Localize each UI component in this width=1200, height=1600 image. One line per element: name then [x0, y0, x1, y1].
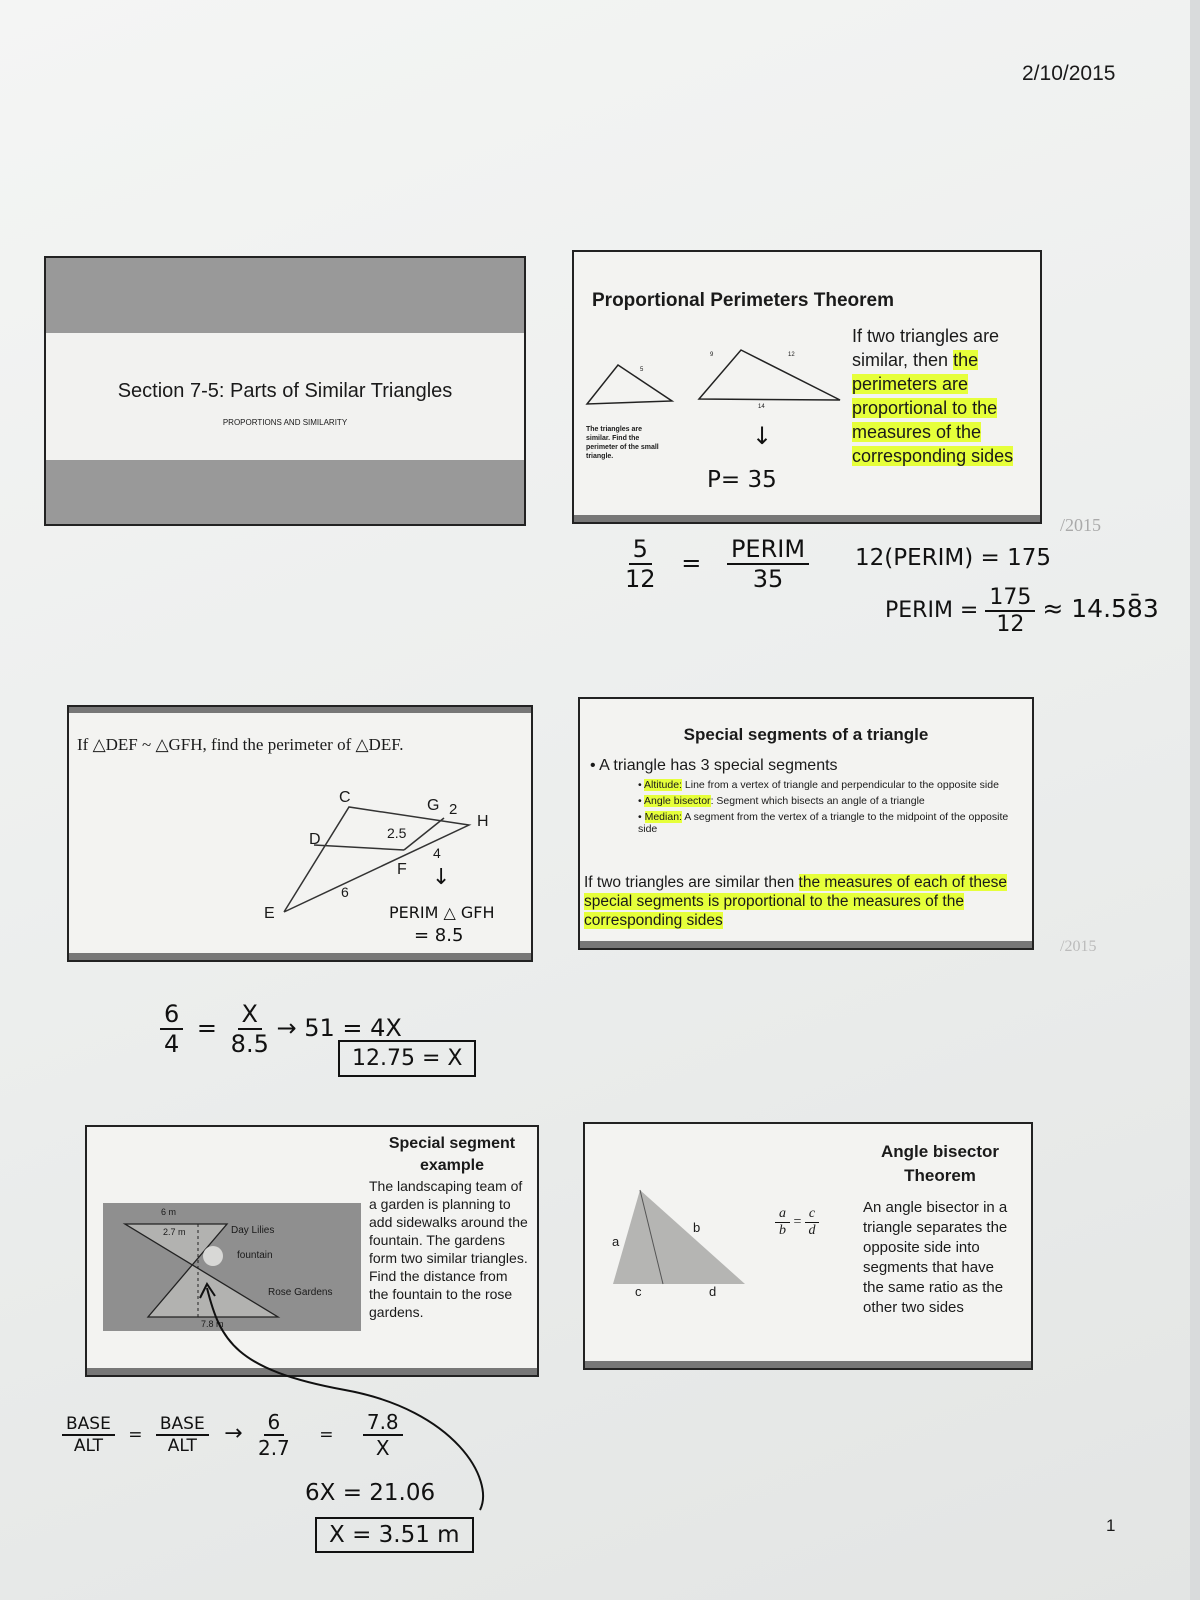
- handwritten-perimeter: P= 35: [707, 467, 777, 493]
- den: b: [779, 1223, 786, 1238]
- num: BASE: [62, 1414, 115, 1436]
- den: X: [375, 1436, 390, 1460]
- num: PERIM: [727, 535, 809, 565]
- label-b: b: [693, 1220, 701, 1235]
- def-angle-bisector: : Segment which bisects an angle of a triangle: [710, 795, 925, 807]
- den: ALT: [73, 1436, 103, 1456]
- num: c: [805, 1206, 819, 1223]
- slide-heading: Angle bisector Theorem: [880, 1142, 1000, 1185]
- den: ALT: [167, 1436, 197, 1456]
- label-day-lilies: Day Lilies: [231, 1225, 275, 1236]
- label-4: 4: [433, 845, 441, 861]
- slide-angle-bisector: [583, 1122, 1033, 1370]
- term-median: Median:: [644, 811, 682, 823]
- den: 4: [164, 1030, 180, 1058]
- slide-title-heading: Section 7-5: Parts of Similar Triangles: [117, 380, 453, 402]
- label-e: E: [264, 905, 275, 922]
- num: BASE: [156, 1414, 209, 1436]
- label-rose-gardens: Rose Gardens: [268, 1287, 333, 1298]
- label-2-7m: 2.7 m: [163, 1227, 186, 1237]
- label-14: 14: [758, 404, 765, 410]
- slide-perimeters-theorem: [572, 250, 1042, 524]
- handwritten-arrow: ↓: [752, 422, 773, 450]
- slide-title-subtitle: PROPORTIONS AND SIMILARITY: [222, 418, 348, 427]
- slide-title: [44, 256, 526, 526]
- equals: =: [681, 549, 702, 577]
- def-altitude: Line from a vertex of triangle and perpendicular to the opposite side: [684, 779, 999, 791]
- label-2-5: 2.5: [387, 825, 407, 841]
- label-9: 9: [710, 352, 714, 358]
- theorem-text: If two triangles are similar, then: [852, 326, 1000, 370]
- term-angle-bisector: Angle bisector: [644, 795, 711, 807]
- handwritten-garden-work: [62, 1410, 403, 1460]
- bullet-main: A triangle has 3 special segments: [599, 757, 838, 774]
- slide-heading: Special segment example: [388, 1135, 516, 1174]
- label-5: 5: [640, 367, 644, 373]
- label-g: G: [427, 797, 440, 814]
- label-7-8m: 7.8 m: [201, 1319, 224, 1329]
- equals: =: [196, 1014, 218, 1042]
- den: 12: [996, 612, 1025, 637]
- label-c: C: [339, 789, 351, 806]
- similar-triangles-figure: [574, 332, 844, 412]
- handwritten-equation: 12(PERIM) = 175: [855, 545, 1052, 571]
- handwritten-step: 6X = 21.06: [305, 1480, 436, 1506]
- den: 2.7: [257, 1436, 290, 1460]
- print-date: 2/10/2015: [1022, 62, 1116, 85]
- den: 8.5: [230, 1030, 269, 1058]
- def-median: A segment from the vertex of a triangle to the midpoint of the opposite side: [638, 811, 1009, 835]
- slide-heading: Proportional Perimeters Theorem: [592, 290, 894, 311]
- den: d: [808, 1223, 816, 1238]
- slide-heading: Special segments of a triangle: [683, 725, 929, 744]
- lhs: PERIM =: [885, 598, 979, 623]
- label-d: D: [309, 831, 321, 848]
- slide-body: The landscaping team of a garden is planning to add sidewalks around the fountain. The gardens form two similar triangles. Find the distance from the fountain to the rose gardens.: [369, 1178, 528, 1320]
- label-2: 2: [449, 801, 458, 818]
- equals: =: [128, 1425, 143, 1445]
- num: 6: [264, 1410, 285, 1436]
- ratio-formula: [775, 1206, 819, 1239]
- label-12: 12: [788, 352, 795, 358]
- den: 35: [752, 565, 784, 593]
- label-f: F: [397, 861, 407, 878]
- page-number: 1: [1106, 1516, 1116, 1535]
- handwritten-perimeter-work: [625, 535, 809, 593]
- num: 7.8: [363, 1410, 403, 1436]
- slide-body: An angle bisector in a triangle separates the opposite side into segments that have the same ratio as the other two sides: [863, 1199, 1008, 1316]
- handwritten-result: [885, 585, 1159, 637]
- handwritten-perim-gfh: PERIM △ GFH: [389, 903, 495, 922]
- num: a: [775, 1206, 790, 1223]
- equals: =: [319, 1425, 334, 1445]
- arrow: →: [224, 1421, 243, 1446]
- label-c: c: [635, 1284, 642, 1299]
- conclusion-text: If two triangles are similar then: [584, 874, 799, 891]
- handwritten-answer-box: 12.75 = X: [338, 1040, 476, 1077]
- den: 12: [625, 565, 656, 593]
- num: 175: [985, 585, 1035, 612]
- term-altitude: Altitude:: [644, 779, 682, 791]
- equals: =: [793, 1214, 802, 1230]
- handwritten-garden-answer: X = 3.51 m: [315, 1517, 474, 1553]
- label-a: a: [612, 1234, 620, 1249]
- slide-caption: The triangles are similar. Find the perimeter of the small triangle.: [586, 426, 659, 460]
- handwritten-arrow: ↓: [432, 865, 451, 890]
- angle-bisector-figure: [605, 1184, 755, 1289]
- label-6m: 6 m: [161, 1207, 177, 1217]
- slide-def-gfh: [67, 705, 533, 962]
- label-h: H: [477, 813, 489, 830]
- conclusion-highlight: the measures of each of these special segments is proportional to the measures of the corresponding sides: [584, 874, 1008, 929]
- num: 6: [160, 1000, 183, 1030]
- label-fountain: fountain: [237, 1250, 273, 1261]
- theorem-highlight: the perimeters are proportional to the measures of the corresponding sides: [852, 350, 1014, 466]
- num: 5: [629, 535, 652, 565]
- handwritten-perim-value: = 8.5: [414, 925, 464, 946]
- slide-footer-date: /2015: [1060, 938, 1097, 955]
- approx: ≈ 14.58̄3: [1042, 594, 1159, 623]
- arrow: →: [276, 1014, 297, 1042]
- slide-footer-date: /2015: [1060, 515, 1102, 535]
- slide-heading: If △DEF ~ △GFH, find the perimeter of △DEF.: [77, 735, 404, 754]
- num: X: [238, 1000, 262, 1030]
- label-d: d: [709, 1284, 717, 1299]
- label-6: 6: [341, 884, 349, 900]
- slide-special-segments: Special segments of a triangle • A triangle has 3 special segments • Altitude: Line from a vertex of triangle and perpendicular to the opposite side • Angle bisector: Segment which bisects an angle of a triangle • Median: A segment from the vertex of a triangle to the midpoint of the opposite side If two triangles are similar then the measures of each of these special segments is proportional to the measures of the corresponding sides: [578, 697, 1034, 950]
- step: 51 = 4X: [304, 1014, 402, 1042]
